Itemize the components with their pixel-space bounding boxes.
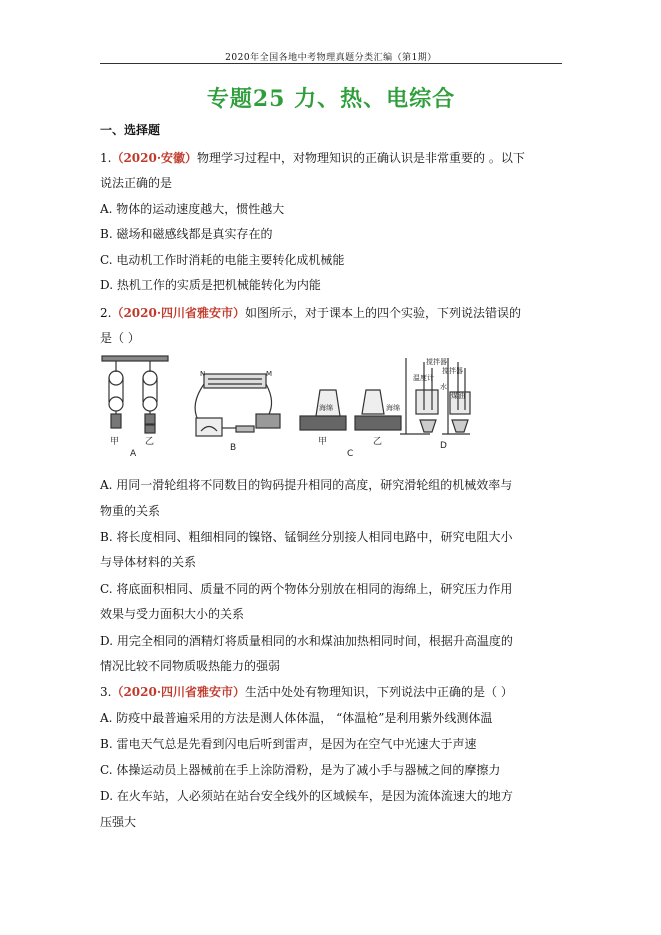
page-header: 2020年全国各地中考物理真题分类汇编（第1期） [225,53,437,63]
q2-option-c-line-2: 效果与受力面积大小的关系 [100,607,245,621]
q1-option-c: C. 电动机工作时消耗的电能主要转化成机械能 [100,253,345,267]
fig-d-stirrer-2: 搅拌器 [442,367,463,375]
q2-text: 如图所示，对于课本上的四个实验，下列说法错误的 [245,306,522,320]
q2-experiment-figure [100,354,472,458]
page-title: 专题25 力、热、电综合 [206,86,456,112]
fig-c-sponge-b: 海绵 [386,404,400,412]
q1-stem-line-2: 说法正确的是 [100,176,173,190]
battery [256,414,280,428]
q3-option-d-line-2: 压强大 [100,815,137,829]
q2-option-d-line-1: D. 用完全相同的酒精灯将质量相同的水和煤油加热相同时间，根据升高温度的 [100,634,513,648]
q2-stem-line-2: 是（ ） [100,331,140,345]
q2-option-a-line-1: A. 用同一滑轮组将不同数目的钩码提升相同的高度，研究滑轮组的机械效率与 [100,478,513,492]
fig-d-kerosene: 煤油 [451,392,465,400]
q1-number: 1. [100,151,112,165]
experiment-illustration [100,354,472,458]
block-b [362,390,384,414]
q2-option-d-line-2: 情况比较不同物质吸热能力的强弱 [100,659,281,673]
fig-c-sponge: 海绵 [319,404,333,412]
alcohol-lamp [420,420,436,432]
wire-board [204,374,266,388]
q1-text: 物理学习过程中，对物理知识的正确认识是非常重要的 。以下 [197,151,525,165]
q3-text: 生活中处处有物理知识，下列说法中正确的是（ ） [245,685,513,699]
pulley-wheel [143,371,157,385]
section-heading: 一、选择题 [100,123,161,137]
fig-b-m: M [266,370,273,378]
pulley-support-beam [102,356,168,361]
block-a [316,390,340,416]
fig-label-d: D [440,441,447,451]
pulley-wheel [143,397,157,411]
hook-weight [111,414,121,428]
q1-option-b: B. 磁场和磁感线都是真实存在的 [100,227,273,241]
fig-d-thermometer: 温度计 [413,374,434,382]
q2-option-c-line-1: C. 将底面积相同、质量不同的两个物体分别放在相同的海绵上，研究压力作用 [100,582,513,596]
fig-b-n: N [200,370,206,378]
fig-label-a: A [130,449,137,458]
fig-c-sub-2: 乙 [373,437,383,447]
hook-weight [145,425,155,433]
fig-a-sub-2: 乙 [145,437,155,447]
q2-number: 2. [100,306,112,320]
q3-number: 3. [100,685,112,699]
hook-weight [145,414,155,424]
q2-option-b-line-1: B. 将长度相同、粗细相同的镍铬、锰铜丝分别接人相同电路中，研究电阻大小 [100,530,513,544]
fig-d-stirrer-1: 搅拌器 [426,358,447,366]
fig-a-sub-1: 甲 [110,437,120,447]
fig-d-water: 水 [440,383,447,391]
q1-option-a: A. 物体的运动速度越大，惯性越大 [100,202,285,216]
sponge-b [355,416,401,430]
q2-source: （2020·四川省雅安市） [111,306,246,320]
q1-option-d: D. 热机工作的实质是把机械能转化为内能 [100,278,321,292]
q3-stem-line-1 [100,683,513,700]
q2-option-b-line-2: 与导体材料的关系 [100,555,197,569]
sponge-a [300,416,346,430]
q3-option-b: B. 雷电天气总是先看到闪电后听到雷声，是因为在空气中光速大于声速 [100,737,477,751]
switch [236,426,254,432]
q2-option-a-line-2: 物重的关系 [100,504,161,518]
fig-label-b: B [230,443,237,453]
q3-source: （2020·四川省雅安市） [111,685,246,699]
pulley-wheel [109,371,123,385]
q3-option-d-line-1: D. 在火车站，人必须站在站台安全线外的区域候车，是因为流体流速大的地方 [100,789,513,803]
pulley-wheel [109,397,123,411]
q3-option-a: A. 防疫中最普遍采用的方法是测人体体温， “体温枪”是利用紫外线测体温 [100,711,493,725]
q2-stem-line-1 [100,304,521,321]
fig-c-sub-1: 甲 [318,437,328,447]
q1-source: （2020·安徽） [111,151,198,165]
alcohol-lamp [452,420,468,432]
header-divider [100,63,562,64]
beaker-water [416,390,438,414]
q1-stem-line-1 [100,149,525,166]
fig-label-c: C [347,449,354,458]
q3-option-c: C. 体操运动员上器械前在手上涂防滑粉，是为了减小手与器械之间的摩擦力 [100,763,501,777]
